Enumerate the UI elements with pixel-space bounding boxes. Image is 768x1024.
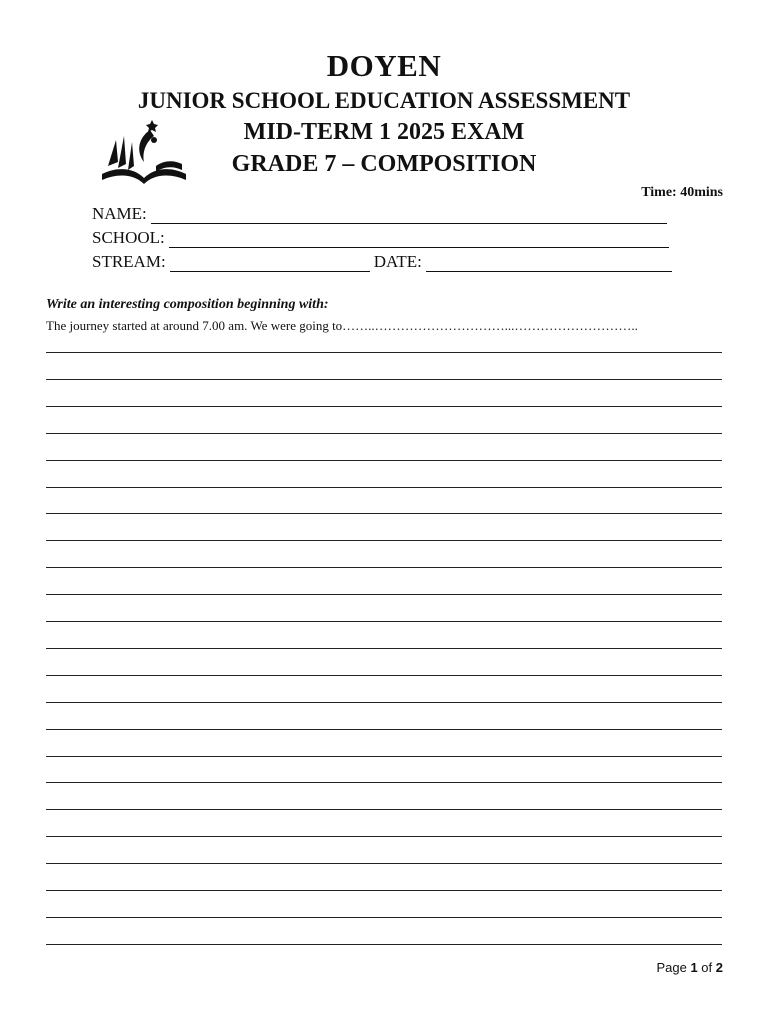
writing-line[interactable] <box>46 702 722 703</box>
writing-line[interactable] <box>46 836 722 837</box>
exam-title: MID-TERM 1 2025 EXAM <box>243 119 525 145</box>
opening-sentence: The journey started at around 7.00 am. We were going to……..…………………………...……………………….. <box>46 318 638 333</box>
total-pages: 2 <box>715 960 723 975</box>
name-blank[interactable] <box>151 209 667 224</box>
writing-line[interactable] <box>46 917 722 918</box>
writing-line[interactable] <box>46 863 722 864</box>
school-field[interactable] <box>92 228 669 248</box>
stream-date-row[interactable] <box>92 252 672 272</box>
name-label: NAME: <box>92 204 147 223</box>
writing-line[interactable] <box>46 379 722 380</box>
page-word: Page <box>656 960 687 975</box>
school-blank[interactable] <box>169 233 669 248</box>
writing-line[interactable] <box>46 756 722 757</box>
writing-line[interactable] <box>46 729 722 730</box>
writing-line[interactable] <box>46 567 722 568</box>
writing-line[interactable] <box>46 782 722 783</box>
name-field[interactable] <box>92 204 667 224</box>
writing-line[interactable] <box>46 944 722 945</box>
subject-title: GRADE 7 – COMPOSITION <box>231 151 537 177</box>
writing-line[interactable] <box>46 487 722 488</box>
page-footer <box>656 960 723 975</box>
school-label: SCHOOL: <box>92 228 165 247</box>
time-allowed: Time: 40mins <box>641 185 723 200</box>
page-title: DOYEN <box>326 48 442 83</box>
writing-line[interactable] <box>46 809 722 810</box>
stream-blank[interactable] <box>170 257 370 272</box>
open-book-logo-icon <box>98 116 190 188</box>
current-page: 1 <box>690 960 698 975</box>
assessment-title: JUNIOR SCHOOL EDUCATION ASSESSMENT <box>137 88 631 113</box>
date-label: DATE: <box>373 252 422 271</box>
stream-label: STREAM: <box>92 252 166 271</box>
writing-line[interactable] <box>46 513 722 514</box>
date-blank[interactable] <box>426 257 672 272</box>
writing-line[interactable] <box>46 621 722 622</box>
writing-line[interactable] <box>46 594 722 595</box>
instruction: Write an interesting composition beginning with: <box>46 297 329 312</box>
writing-line[interactable] <box>46 352 722 353</box>
writing-line[interactable] <box>46 406 722 407</box>
writing-line[interactable] <box>46 648 722 649</box>
of-word: of <box>701 960 713 975</box>
writing-line[interactable] <box>46 460 722 461</box>
writing-line[interactable] <box>46 433 722 434</box>
writing-line[interactable] <box>46 540 722 541</box>
writing-line[interactable] <box>46 890 722 891</box>
writing-line[interactable] <box>46 675 722 676</box>
